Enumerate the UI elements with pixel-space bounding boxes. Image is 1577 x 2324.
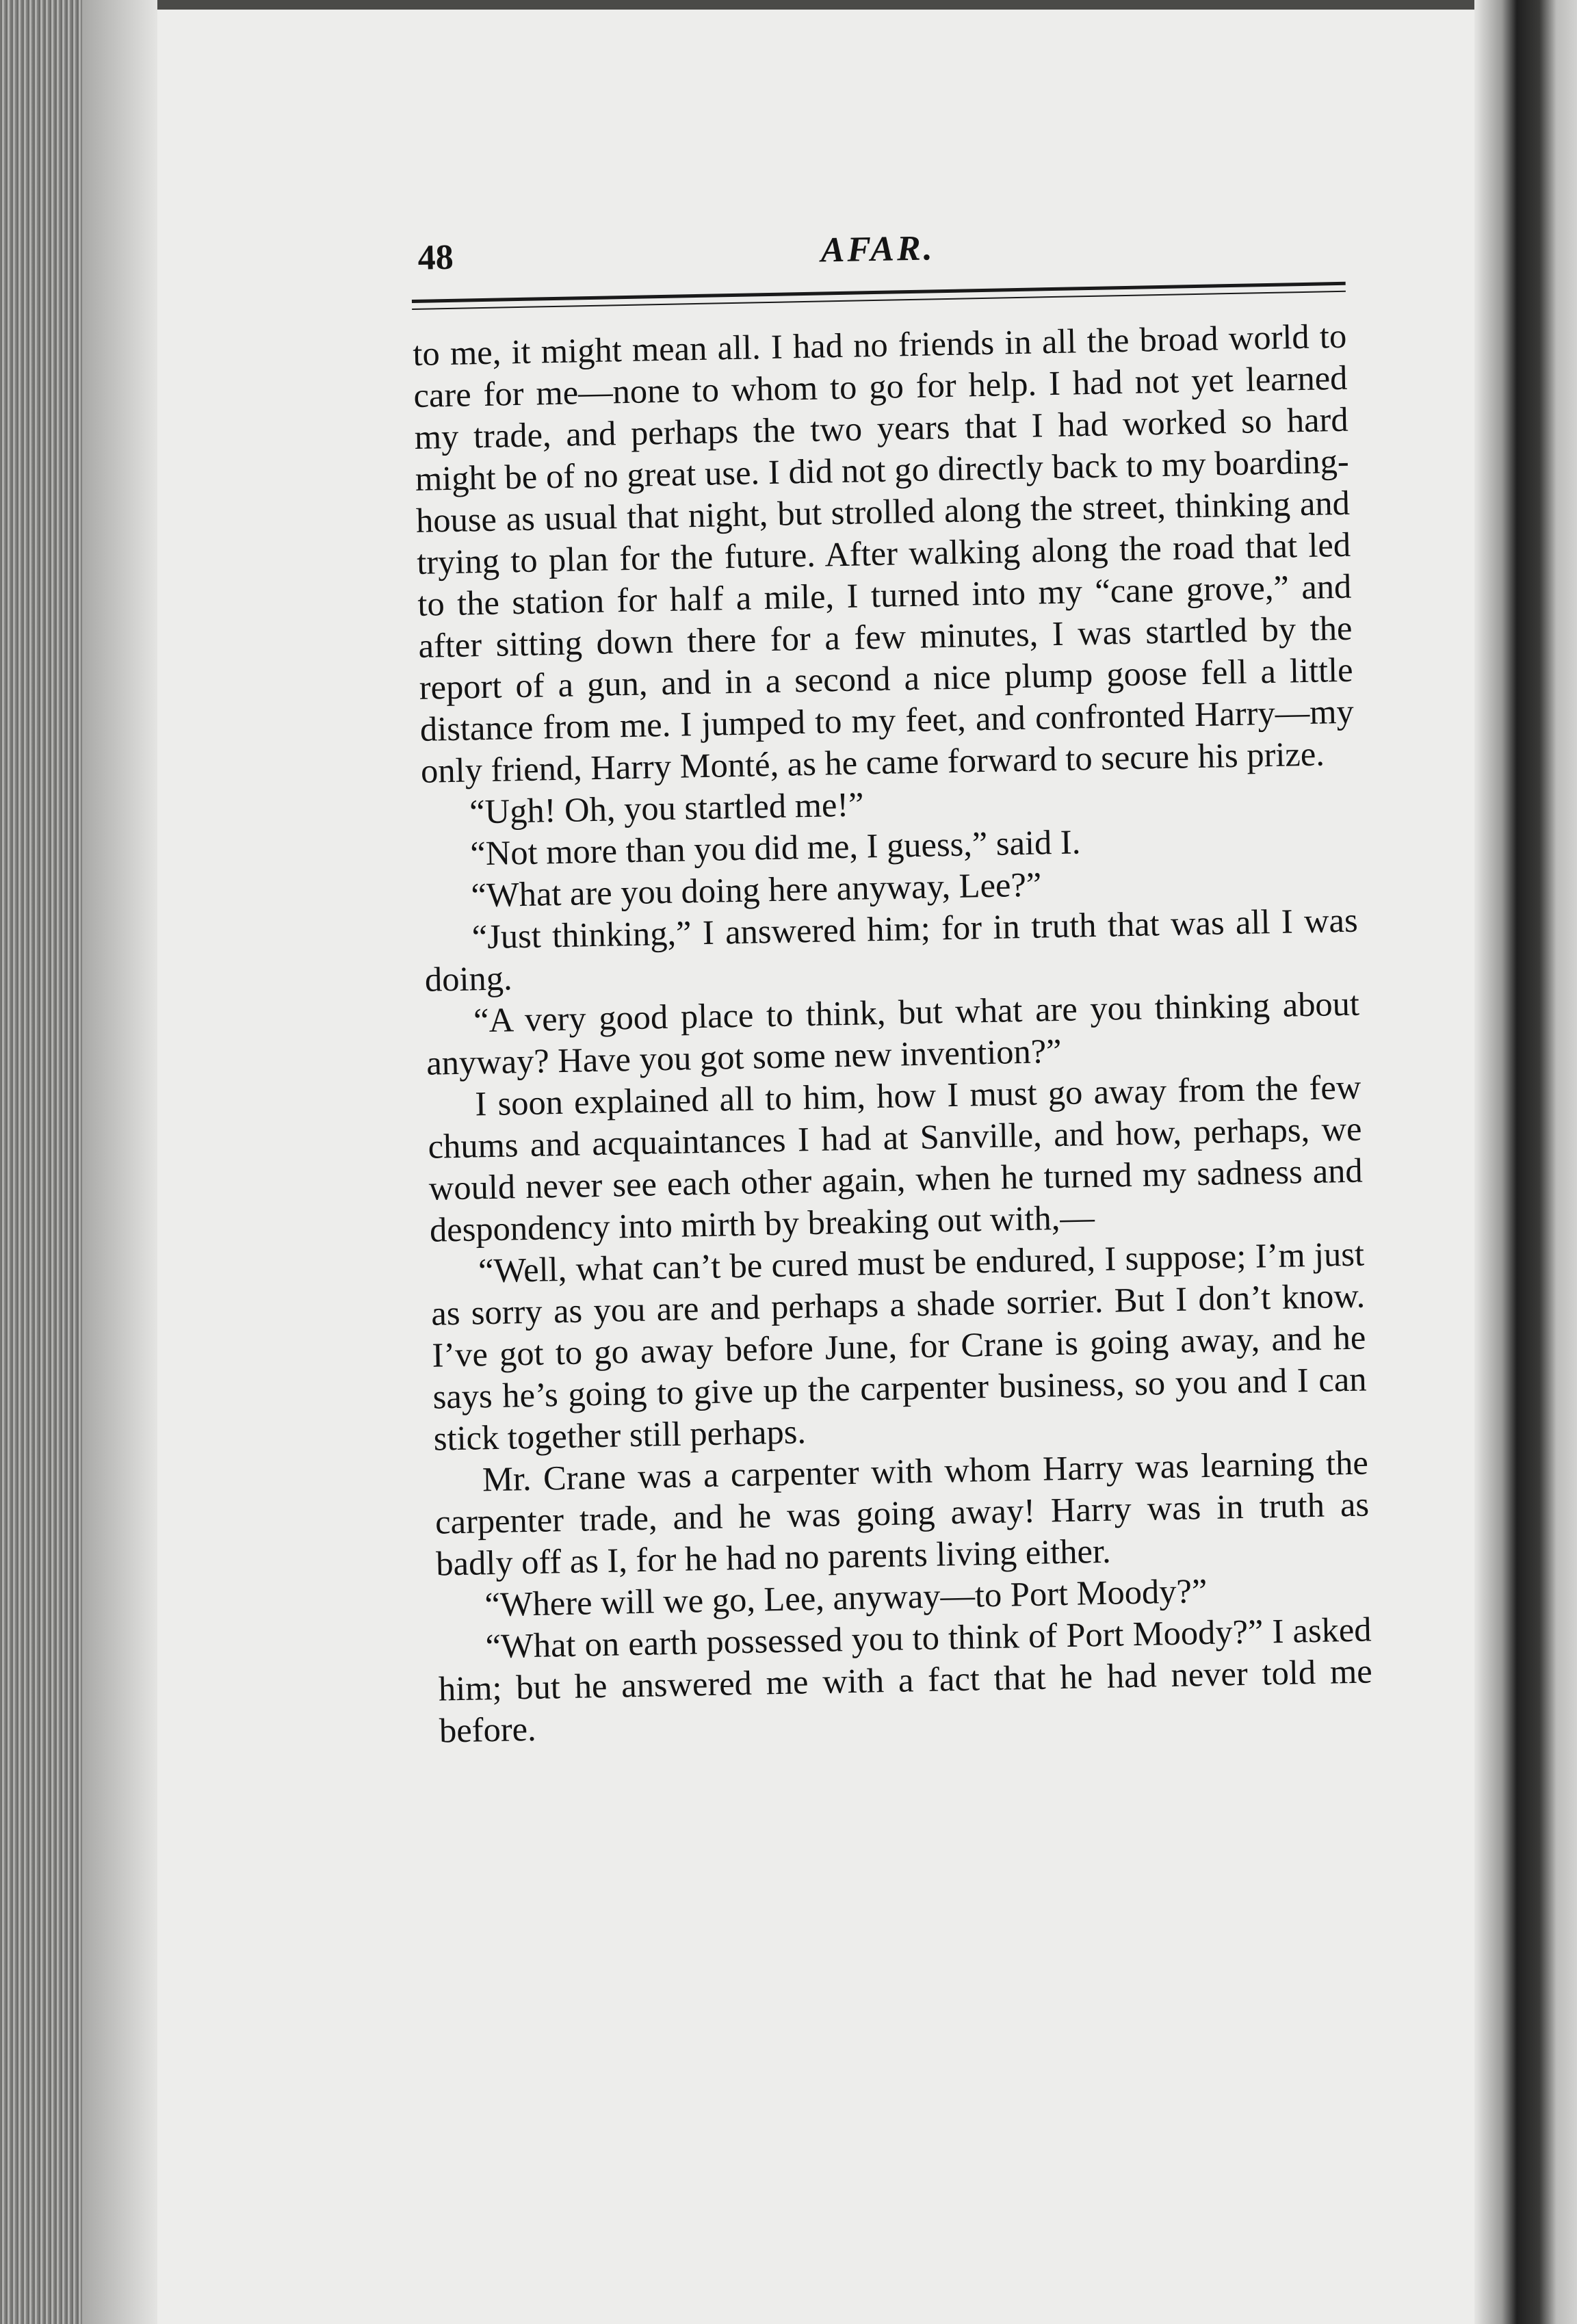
paragraph: Mr. Crane was a carpenter with whom Harry was learning the carpenter trade, and he was going away! Harry was in truth as badly off as I, for he had no parents living either. xyxy=(434,1443,1370,1583)
body-text xyxy=(413,315,1374,1752)
paragraph: “Just thinking,” I answered him; for in truth that was all I was doing. xyxy=(424,900,1359,999)
gutter-shadow xyxy=(82,0,157,2324)
page-right-edge xyxy=(1474,0,1577,2324)
paragraph: “Not more than you did me, I guess,” said I. xyxy=(469,822,1081,873)
paragraph: “What on earth possessed you to think of Port Moody?” I asked him; but he answered me with a fact that he had never told me before. xyxy=(438,1610,1373,1750)
paragraph: “Well, what can’t be cured must be endured, I suppose; I’m just as sorry as you are and perhaps a shade sorrier. But I don’t know. I’ve got to go away before June, for Crane is going away, and he says he’s going to give up the carpenter business, so you and I can stick together still perhaps. xyxy=(430,1234,1367,1458)
paragraph: to me, it might mean all. I had no friends in all the broad world to care for me—none to whom to go for help. I had not yet learned my trade, and perhaps the two years that I had worked so hard might be of no great use. I did not go directly back to my boarding-house as usual that night, but strolled along the street, thinking and trying to plan for the future. After walking along the road that led to the station for half a mile, I turned into my “cane grove,” and after sitting down there for a few minutes, I was startled by the report of a gun, and in a second a nice plump goose fell a little distance from me. I jumped to my feet, and confronted Harry—my only friend, Harry Monté, as he came forward to secure his prize. xyxy=(412,316,1355,790)
text-block xyxy=(410,215,1373,1752)
paragraph: “Where will we go, Lee, anyway—to Port Moody?” xyxy=(484,1571,1208,1624)
page-number: 48 xyxy=(417,237,454,278)
paragraph: “A very good place to think, but what are you thinking about anyway? Have you got some new invention?” xyxy=(426,984,1360,1082)
book-page-edges xyxy=(0,0,82,2324)
running-title: AFAR. xyxy=(820,229,936,270)
page-header xyxy=(410,215,1345,294)
paragraph: I soon explained all to him, how I must go away from the few chums and acquaintances I had at Sanville, and how, perhaps, we would never see each other again, when he turned my sadness and despondency into mirth by breaking out with,— xyxy=(428,1067,1364,1249)
paragraph: “What are you doing here anyway, Lee?” xyxy=(471,865,1042,915)
paragraph: “Ugh! Oh, you startled me!” xyxy=(469,785,865,831)
page-top-edge xyxy=(0,0,1577,10)
